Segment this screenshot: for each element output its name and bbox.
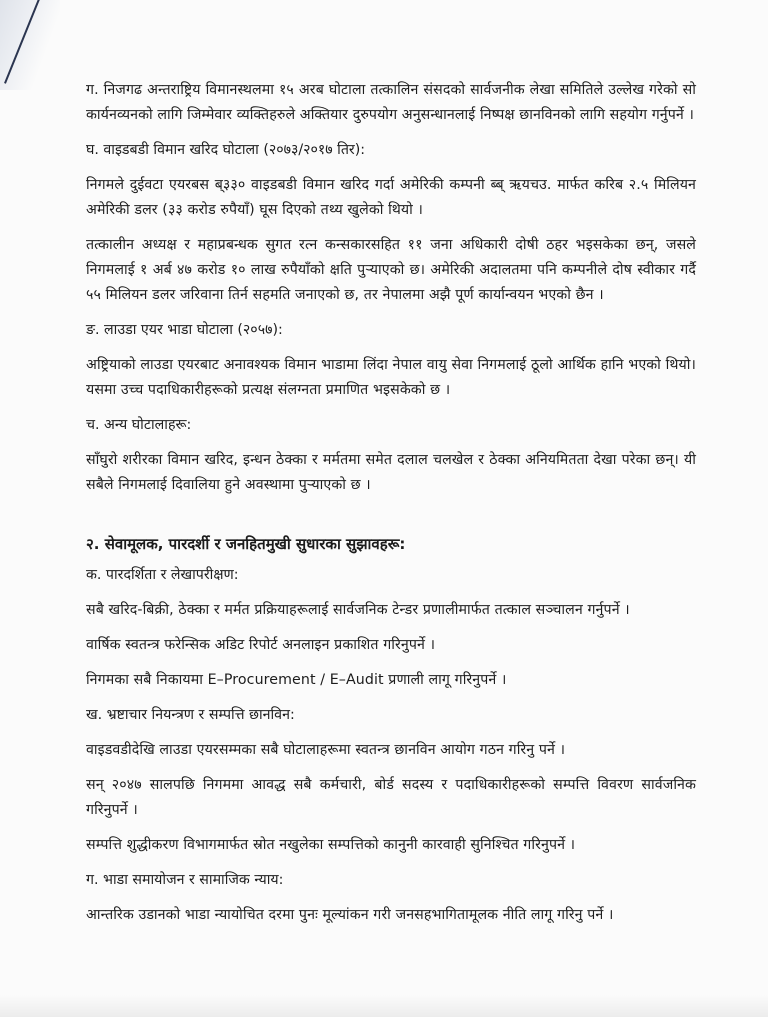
paragraph-inquiry-commission: वाइडवडीदेखि लाउडा एयरसम्मका सबै घोटालाहरूमा स्वतन्त्र छानविन आयोग गठन गरिनु पर्ने । [86,742,566,758]
paragraph-other-scandals: साँघुरो शरीरका विमान खरिद, इन्धन ठेक्का र मर्मतमा समेत दलाल चलखेल र ठेक्का अनियमितता देखा परेका छन्। यी सबैले निगमलाई दिवालिया हुने अवस्थामा पुऱ्याएको छ । [86,452,696,493]
paragraph-widebody-purchase: निगमले दुईवटा एयरबस ब्३३० वाइडबडी विमान खरिद गर्दा अमेरिकी कम्पनी ब्ब् ऋयचउ. मार्फत करिब २.५ मिलियन अमेरिकी डलर (३३ करोड रुपैयाँ) घूस दिएको तथ्य खुलेको थियो । [86,177,696,218]
page-corner-shadow [0,0,60,90]
heading-transparency-audit: क. पारदर्शिता र लेखापरीक्षण: [86,567,239,583]
heading-widebody: घ. वाइडबडी विमान खरिद घोटाला (२०७३/२०१७ तिर): [86,142,366,158]
document-page [86,78,696,938]
paragraph-nijgadh: ग. निजगढ अन्तराष्ट्रिय विमानस्थलमा १५ अरब घोटाला तत्कालिन संसदको सार्वजनीक लेखा समितिले उल्लेख गरेको सो कार्यनव्यनको लागि जिम्मेवार व्यक्तिहरुले अक्तियार दुरुपयोग अनुसन्धानलाई निष्पक्ष छानविनको लागि सहयोग गर्नुपर्ने । [86,82,696,123]
heading-corruption-control: ख. भ्रष्टाचार नियन्त्रण र सम्पत्ति छानविन: [86,707,295,723]
paragraph-lauda-air: अष्ट्रियाको लाउडा एयरबाट अनावश्यक विमान भाडामा लिंदा नेपाल वायु सेवा निगमलाई ठूलो आर्थिक हानि भएको थियो। यसमा उच्च पदाधिकारीहरूको प्रत्यक्ष संलग्नता प्रमाणित भइसकेको छ । [86,357,696,398]
page-bottom-shadow [0,995,768,1017]
paragraph-e-procurement: निगमका सबै निकायमा E–Procurement / E–Audit प्रणाली लागू गरिनुपर्ने । [86,672,507,688]
heading-fare-adjustment: ग. भाडा समायोजन र सामाजिक न्याय: [86,872,284,888]
paragraph-forensic-audit: वार्षिक स्वतन्त्र फरेन्सिक अडिट रिपोर्ट अनलाइन प्रकाशित गरिनुपर्ने । [86,637,436,653]
paragraph-domestic-fare: आन्तरिक उडानको भाडा न्यायोचित दरमा पुनः मूल्यांकन गरी जनसहभागितामूलक नीति लागू गरिनु पर्ने । [86,907,614,923]
section-heading-reform-suggestions: २. सेवामूलक, पारदर्शी र जनहितमुखी सुधारका सुझावहरू: [86,535,406,553]
heading-lauda-air: ङ. लाउडा एयर भाडा घोटाला (२०५७): [86,322,283,338]
heading-other-scandals: च. अन्य घोटालाहरू: [86,417,192,433]
paragraph-widebody-officials: तत्कालीन अध्यक्ष र महाप्रबन्धक सुगत रत्न कन्सकारसहित ११ जना अधिकारी दोषी ठहर भइसकेका छन्, जसले निगमलाई १ अर्ब ४७ करोड १० लाख रुपैयाँको क्षति पुऱ्याएको छ। अमेरिकी अदालतमा पनि कम्पनीले दोष स्वीकार गर्दै ५५ मिलियन डलर जरिवाना तिर्न सहमति जनाएको छ, तर नेपालमा अझै पूर्ण कार्यान्वयन भएको छैन । [86,237,696,303]
paragraph-asset-disclosure: सन् २०४७ सालपछि निगममा आवद्ध सबै कर्मचारी, बोर्ड सदस्य र पदाधिकारीहरूको सम्पत्ति विवरण सार्वजनिक गरिनुपर्ने । [86,777,696,818]
paragraph-public-tender: सबै खरिद-बिक्री, ठेक्का र मर्मत प्रक्रियाहरूलाई सार्वजनिक टेन्डर प्रणालीमार्फत तत्काल सञ्चालन गर्नुपर्ने । [86,602,630,618]
paragraph-money-laundering: सम्पत्ति शुद्धीकरण विभागमार्फत स्रोत नखुलेका सम्पत्तिको कानुनी कारवाही सुनिश्चित गरिनुपर्ने । [86,837,576,853]
